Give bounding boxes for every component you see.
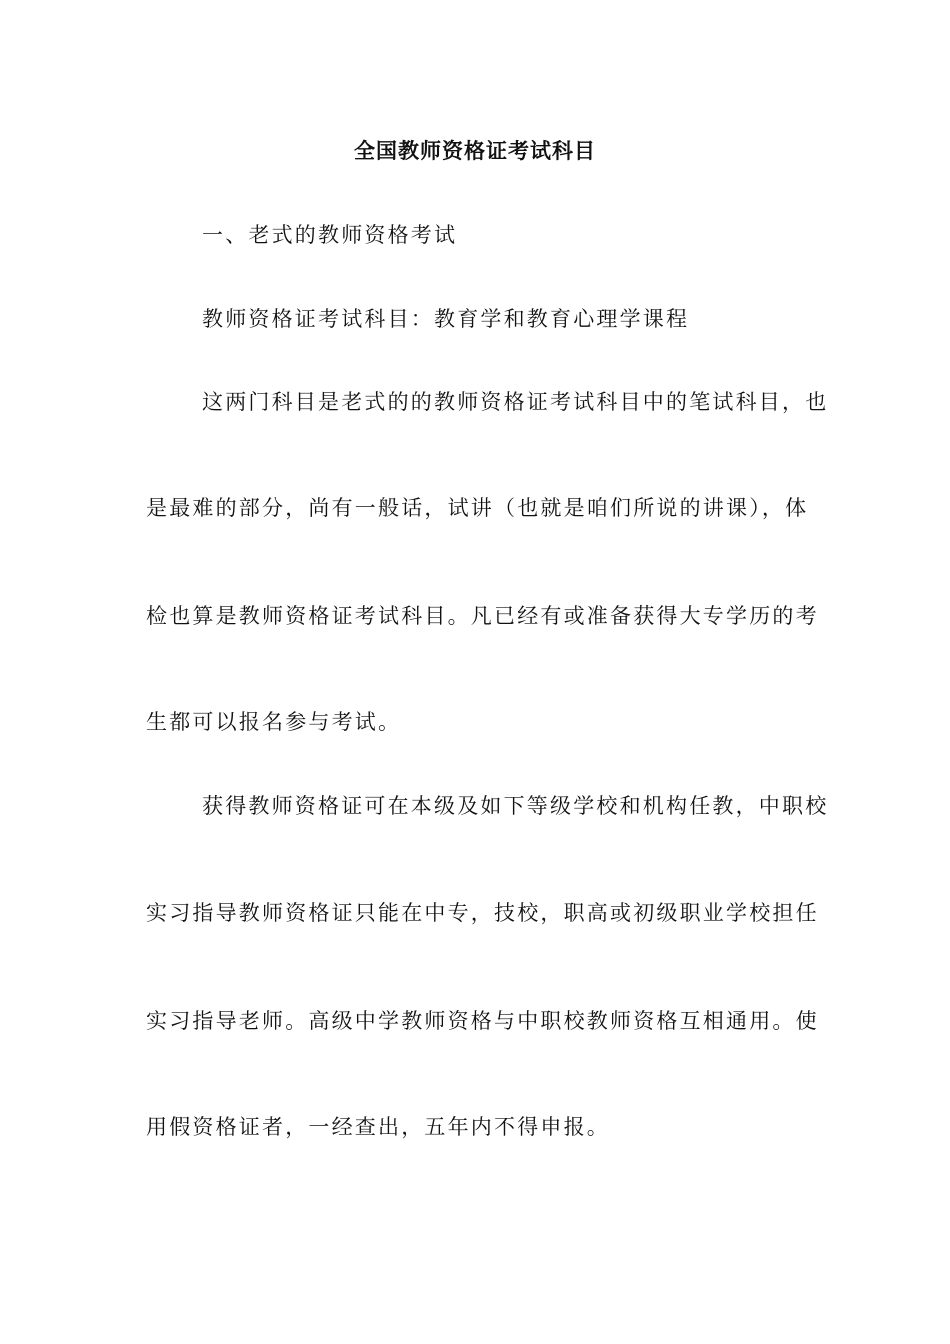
paragraph-line: 这两门科目是老式的的教师资格证考试科目中的笔试科目，也 <box>202 390 829 414</box>
paragraph-line: 是最难的部分，尚有一般话，试讲（也就是咱们所说的讲课），体 <box>146 496 809 520</box>
paragraph-line: 用假资格证者，一经查出，五年内不得申报。 <box>146 1115 610 1139</box>
section-heading: 一、老式的教师资格考试 <box>202 223 458 247</box>
document-title: 全国教师资格证考试科目 <box>354 138 596 163</box>
paragraph-line: 实习指导教师资格证只能在中专，技校，职高或初级职业学校担任 <box>146 901 819 925</box>
exam-subjects-line: 教师资格证考试科目：教育学和教育心理学课程 <box>202 307 690 331</box>
paragraph-line: 获得教师资格证可在本级及如下等级学校和机构任教，中职校 <box>202 794 829 818</box>
paragraph-line: 生都可以报名参与考试。 <box>146 710 402 734</box>
paragraph-line: 检也算是教师资格证考试科目。凡已经有或准备获得大专学历的考 <box>146 604 819 628</box>
paragraph-line: 实习指导老师。高级中学教师资格与中职校教师资格互相通用。使 <box>146 1009 819 1033</box>
